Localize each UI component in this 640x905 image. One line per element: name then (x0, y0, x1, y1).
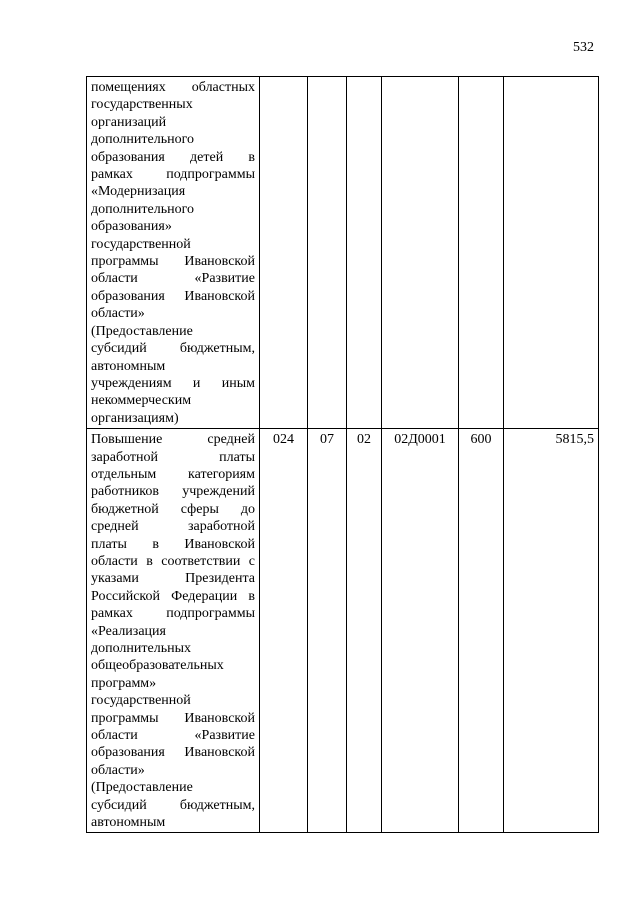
description-line: указами Президента (91, 571, 255, 587)
description-line: дополнительных (91, 641, 192, 656)
description-line: средней заработной (91, 519, 255, 535)
amount: 5815,5 (504, 429, 599, 833)
description-line: субсидий бюджетным, (91, 797, 255, 813)
table-row (87, 429, 599, 833)
description-line: образования Ивановской (91, 745, 255, 761)
description-line: государственной (91, 236, 191, 252)
description-line: (Предоставление (91, 323, 193, 339)
description-line: платы в Ивановской (91, 536, 255, 552)
description-line: программ» (91, 675, 157, 691)
description-line: организаций (91, 114, 167, 130)
description-line: государственной (91, 693, 191, 709)
ved-code (260, 77, 308, 429)
description-line: организациям) (91, 410, 179, 426)
section-code (308, 77, 347, 429)
description-line: области в соответствии с (91, 553, 255, 569)
target-article-code: 02Д0001 (382, 429, 459, 833)
description-line: рамках подпрограммы (91, 167, 255, 183)
expense-type-code (459, 77, 504, 429)
description-line: отдельным категориям (91, 466, 255, 482)
page-number: 532 (573, 40, 594, 55)
subsection-code: 02 (347, 429, 382, 833)
description-line: работников учреждений (91, 484, 255, 500)
description-line: программы Ивановской (91, 710, 255, 726)
expense-type-code: 600 (459, 429, 504, 833)
budget-table (86, 76, 599, 833)
description-line: субсидий бюджетным, (91, 341, 255, 357)
target-article-code (382, 77, 459, 429)
description-line: помещениях областных (91, 80, 255, 95)
description-line: автономным (91, 358, 166, 374)
amount (504, 77, 599, 429)
description-line: автономным (91, 815, 166, 831)
description-line: образования Ивановской (91, 288, 255, 304)
description-line: образования детей в (91, 149, 255, 165)
description-line: «Реализация (91, 623, 166, 639)
description-line: программы Ивановской (91, 254, 255, 270)
description-line: «Модернизация (91, 184, 186, 200)
section-code: 07 (308, 429, 347, 833)
description-line: государственных (91, 97, 193, 113)
description-line: некоммерческим (91, 393, 192, 409)
table-row (87, 77, 599, 429)
row-description (87, 77, 260, 429)
description-line: образования» (91, 219, 172, 235)
description-line: дополнительного (91, 132, 194, 148)
description-line: общеобразовательных (91, 658, 224, 674)
description-line: (Предоставление (91, 780, 193, 796)
description-line: учреждениям и иным (91, 375, 255, 391)
description-line: дополнительного (91, 201, 194, 217)
description-line: рамках подпрограммы (91, 606, 255, 622)
description-line: области» (91, 762, 145, 778)
description-line: области «Развитие (91, 271, 255, 287)
description-line: Российской Федерации в (91, 588, 255, 604)
row-description (87, 429, 260, 833)
description-line: области» (91, 306, 145, 322)
description-line: заработной платы (91, 449, 255, 465)
description-line: области «Развитие (91, 728, 255, 744)
description-line: бюджетной сферы до (91, 501, 255, 517)
description-line: Повышение средней (91, 432, 255, 448)
subsection-code (347, 77, 382, 429)
ved-code: 024 (260, 429, 308, 833)
